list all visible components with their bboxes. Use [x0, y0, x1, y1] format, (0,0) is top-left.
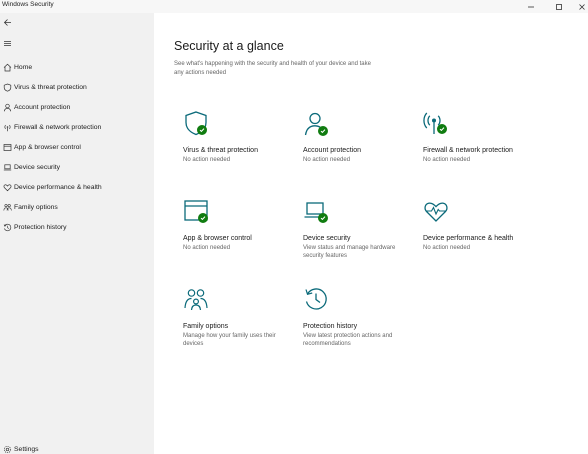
- tile-title: Family options: [183, 323, 229, 330]
- tile-firewall[interactable]: [423, 110, 533, 164]
- maximize-icon: [555, 3, 563, 11]
- tile-title: App & browser control: [183, 235, 252, 242]
- tile-title: Protection history: [303, 323, 358, 330]
- page-title: Security at a glance: [174, 39, 284, 53]
- person-icon: [303, 110, 333, 140]
- family-icon: [0, 203, 14, 212]
- sidebar-item-label: Family options: [14, 203, 58, 211]
- tile-device-performance[interactable]: [423, 198, 533, 252]
- close-icon: [578, 3, 586, 11]
- tile-status: No action needed: [303, 156, 351, 163]
- tile-device-security[interactable]: [303, 198, 413, 261]
- sidebar-item-account[interactable]: [0, 99, 154, 115]
- sidebar-item-settings[interactable]: [0, 441, 154, 454]
- sidebar-item-protection-history[interactable]: [0, 219, 154, 235]
- sidebar-item-home[interactable]: [0, 59, 154, 75]
- person-icon: [0, 103, 14, 112]
- tile-title: Device performance & health: [423, 235, 514, 242]
- tile-status: View status and manage hardware security features: [303, 244, 396, 259]
- tile-status: No action needed: [183, 244, 231, 251]
- tile-status: No action needed: [423, 156, 471, 163]
- heart-icon: [0, 183, 14, 192]
- back-button[interactable]: [0, 15, 14, 29]
- sidebar-item-virus-threat[interactable]: [0, 79, 154, 95]
- tile-status: View latest protection actions and recommendations: [303, 332, 393, 347]
- home-icon: [0, 63, 14, 72]
- tile-title: Virus & threat protection: [183, 147, 258, 154]
- tile-virus-threat[interactable]: [183, 110, 293, 164]
- sidebar-item-label: App & browser control: [14, 143, 81, 151]
- family-icon: [183, 286, 213, 316]
- laptop-icon: [0, 163, 14, 172]
- shield-icon: [183, 110, 213, 140]
- heart-icon: [423, 198, 453, 228]
- maximize-button[interactable]: [549, 0, 569, 13]
- page-subtitle: See what's happening with the security and health of your device and take any actions needed: [174, 61, 371, 76]
- minimize-button[interactable]: [521, 0, 541, 13]
- ok-check-icon: [318, 126, 328, 136]
- hamburger-menu-icon: [3, 39, 12, 48]
- tile-app-browser[interactable]: [183, 198, 293, 252]
- sidebar-item-device-security[interactable]: [0, 159, 154, 175]
- sidebar-item-label: Protection history: [14, 223, 67, 231]
- shield-icon: [0, 83, 14, 92]
- sidebar-item-label: Home: [14, 63, 33, 71]
- sidebar-item-firewall[interactable]: [0, 119, 154, 135]
- tile-status: No action needed: [183, 156, 231, 163]
- main-content: [154, 13, 588, 454]
- sidebar-item-family[interactable]: [0, 199, 154, 215]
- sidebar-item-app-browser[interactable]: [0, 139, 154, 155]
- app-window-icon: [0, 143, 14, 152]
- close-button[interactable]: [572, 0, 588, 13]
- sidebar: [0, 13, 154, 454]
- tile-title: Account protection: [303, 147, 361, 154]
- sidebar-item-label: Account protection: [14, 103, 71, 111]
- tile-family-options[interactable]: [183, 286, 293, 349]
- tile-status: Manage how your family uses their devices: [183, 332, 276, 347]
- menu-button[interactable]: [0, 36, 14, 50]
- minimize-icon: [527, 3, 535, 11]
- sidebar-item-label: Virus & threat protection: [14, 83, 87, 91]
- sidebar-item-device-performance[interactable]: [0, 179, 154, 195]
- sidebar-item-label: Device security: [14, 163, 61, 171]
- ok-check-icon: [318, 213, 328, 223]
- sidebar-item-label: Firewall & network protection: [14, 123, 102, 131]
- tile-status: No action needed: [423, 244, 471, 251]
- ok-check-icon: [437, 124, 447, 134]
- gear-icon: [0, 445, 14, 454]
- app-window-icon: [183, 198, 213, 228]
- wifi-antenna-icon: [0, 123, 14, 132]
- tile-title: Firewall & network protection: [423, 147, 513, 154]
- history-icon: [0, 223, 14, 232]
- title-bar: [0, 0, 588, 13]
- laptop-icon: [303, 198, 333, 228]
- ok-check-icon: [198, 213, 208, 223]
- window-title: Windows Security: [2, 1, 54, 8]
- sidebar-item-label: Settings: [14, 445, 39, 453]
- tile-title: Device security: [303, 235, 351, 242]
- tile-protection-history[interactable]: [303, 286, 413, 349]
- history-icon: [303, 286, 333, 316]
- sidebar-item-label: Device performance & health: [14, 183, 102, 191]
- ok-check-icon: [197, 125, 207, 135]
- back-arrow-icon: [3, 18, 12, 27]
- wifi-antenna-icon: [423, 110, 453, 140]
- tile-account-protection[interactable]: [303, 110, 413, 164]
